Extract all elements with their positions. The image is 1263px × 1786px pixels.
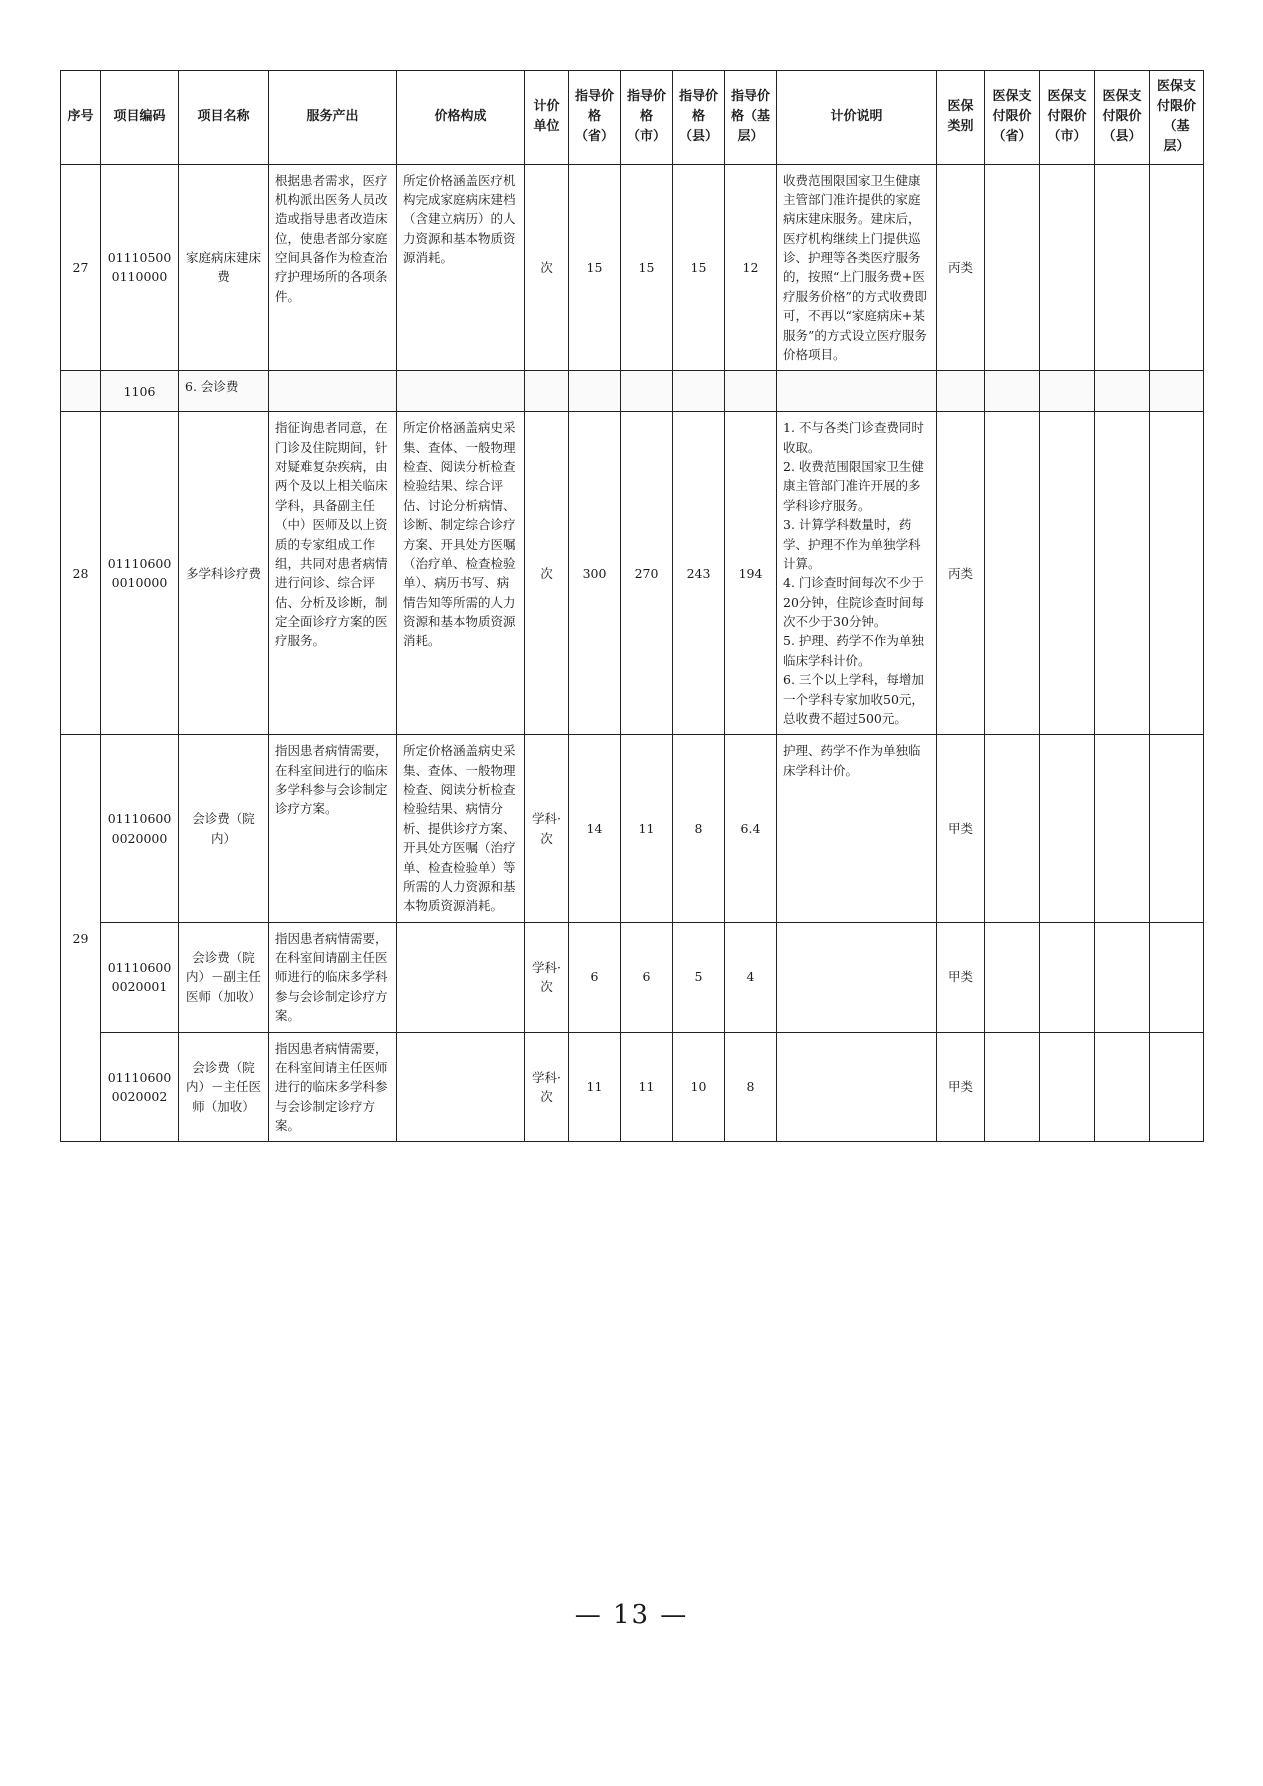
cell-code: 011106000020002 (101, 1032, 179, 1142)
cell-price-city: 270 (621, 412, 673, 735)
cell-name: 会诊费（院内）－副主任医师（加收） (179, 922, 269, 1032)
cell-limit-city (1040, 412, 1095, 735)
cell-composition (397, 1032, 525, 1142)
cell-output: 指因患者病情需要，在科室间请副主任医师进行的临床多学科参与会诊制定诊疗方案。 (269, 922, 397, 1032)
cell-composition (397, 371, 525, 412)
cell-unit: 学科·次 (525, 922, 569, 1032)
cell-limit-county (1095, 164, 1150, 371)
cell-limit-county (1095, 922, 1150, 1032)
cell-price-county: 15 (673, 164, 725, 371)
header-limit-province: 医保支付限价（省） (985, 71, 1040, 165)
cell-limit-basic (1150, 412, 1204, 735)
header-output: 服务产出 (269, 71, 397, 165)
cell-limit-county (1095, 735, 1150, 922)
cell-name: 多学科诊疗费 (179, 412, 269, 735)
cell-note: 1. 不与各类门诊查费同时收取。 2. 收费范围限国家卫生健康主管部门准许开展的多学科诊疗服务。 3. 计算学科数量时，药学、护理不作为单独学科计算。 4. 门诊查时间每次不少于20分钟，住院诊查时间每次不少于30分钟。 5. 护理、药学不作为单独临床学科计价。 6. 三个以上学科，每增加一个学科专家加收50元，总收费不超过500元。 (777, 412, 937, 735)
cell-insurance-class: 丙类 (937, 164, 985, 371)
cell-limit-basic (1150, 371, 1204, 412)
cell-seq: 29 (61, 735, 101, 1142)
cell-limit-city (1040, 1032, 1095, 1142)
header-code: 项目编码 (101, 71, 179, 165)
cell-composition: 所定价格涵盖病史采集、查体、一般物理检查、阅读分析检查检验结果、综合评估、讨论分析病情、诊断、制定综合诊疗方案、开具处方医嘱（治疗单、检查检验单）、病历书写、病情告知等所需的人力资源和基本物质资源消耗。 (397, 412, 525, 735)
cell-insurance-class: 丙类 (937, 412, 985, 735)
cell-name: 家庭病床建床费 (179, 164, 269, 371)
cell-price-county (673, 371, 725, 412)
category-name: 6. 会诊费 (179, 371, 269, 412)
cell-note (777, 922, 937, 1032)
cell-price-basic (725, 371, 777, 412)
category-row (61, 371, 1204, 412)
cell-price-basic: 12 (725, 164, 777, 371)
cell-limit-county (1095, 412, 1150, 735)
header-limit-basic: 医保支付限价（基层） (1150, 71, 1204, 165)
cell-insurance-class (937, 371, 985, 412)
cell-note (777, 1032, 937, 1142)
cell-price-county: 5 (673, 922, 725, 1032)
table-header-row (61, 71, 1204, 165)
cell-output: 指征询患者同意，在门诊及住院期间，针对疑难复杂疾病，由两个及以上相关临床学科，具备副主任（中）医师及以上资质的专家组成工作组，共同对患者病情进行问诊、综合评估、分析及诊断，制定全面诊疗方案的医疗服务。 (269, 412, 397, 735)
cell-insurance-class: 甲类 (937, 735, 985, 922)
cell-price-city (621, 371, 673, 412)
header-price-province: 指导价格（省） (569, 71, 621, 165)
cell-note: 护理、药学不作为单独临床学科计价。 (777, 735, 937, 922)
cell-price-province: 300 (569, 412, 621, 735)
header-price-county: 指导价格（县） (673, 71, 725, 165)
cell-limit-basic (1150, 922, 1204, 1032)
cell-limit-province (985, 412, 1040, 735)
cell-name: 会诊费（院内） (179, 735, 269, 922)
header-limit-city: 医保支付限价（市） (1040, 71, 1095, 165)
header-unit: 计价单位 (525, 71, 569, 165)
category-code: 1106 (101, 371, 179, 412)
cell-price-city: 15 (621, 164, 673, 371)
cell-limit-county (1095, 371, 1150, 412)
cell-insurance-class: 甲类 (937, 1032, 985, 1142)
cell-unit: 学科·次 (525, 1032, 569, 1142)
cell-limit-province (985, 1032, 1040, 1142)
header-note: 计价说明 (777, 71, 937, 165)
cell-seq (61, 371, 101, 412)
cell-price-city: 11 (621, 735, 673, 922)
cell-code: 011106000020001 (101, 922, 179, 1032)
cell-price-province (569, 371, 621, 412)
cell-limit-county (1095, 1032, 1150, 1142)
cell-composition: 所定价格涵盖医疗机构完成家庭病床建档（含建立病历）的人力资源和基本物质资源消耗。 (397, 164, 525, 371)
header-insurance-class: 医保类别 (937, 71, 985, 165)
header-price-basic: 指导价格（基层） (725, 71, 777, 165)
cell-output: 根据患者需求，医疗机构派出医务人员改造或指导患者改造床位，使患者部分家庭空间具备作为检查治疗护理场所的各项条件。 (269, 164, 397, 371)
cell-name: 会诊费（院内）－主任医师（加收） (179, 1032, 269, 1142)
cell-seq: 28 (61, 412, 101, 735)
cell-limit-province (985, 735, 1040, 922)
cell-insurance-class: 甲类 (937, 922, 985, 1032)
cell-composition: 所定价格涵盖病史采集、查体、一般物理检查、阅读分析检查检验结果、病情分析、提供诊疗方案、开具处方医嘱（治疗单、检查检验单）等所需的人力资源和基本物质资源消耗。 (397, 735, 525, 922)
cell-price-basic: 8 (725, 1032, 777, 1142)
cell-code: 011106000010000 (101, 412, 179, 735)
cell-limit-city (1040, 735, 1095, 922)
header-name: 项目名称 (179, 71, 269, 165)
cell-limit-city (1040, 164, 1095, 371)
cell-price-county: 8 (673, 735, 725, 922)
cell-price-basic: 194 (725, 412, 777, 735)
cell-limit-basic (1150, 735, 1204, 922)
page-number: — 13 — (574, 1600, 689, 1630)
cell-price-province: 11 (569, 1032, 621, 1142)
cell-price-province: 6 (569, 922, 621, 1032)
cell-note (777, 371, 937, 412)
cell-composition (397, 922, 525, 1032)
table-row (61, 164, 1204, 371)
cell-price-basic: 6.4 (725, 735, 777, 922)
table-row (61, 412, 1204, 735)
cell-price-basic: 4 (725, 922, 777, 1032)
header-price-city: 指导价格（市） (621, 71, 673, 165)
price-table (60, 70, 1204, 1142)
cell-limit-basic (1150, 164, 1204, 371)
table-row (61, 922, 1204, 1032)
header-composition: 价格构成 (397, 71, 525, 165)
cell-unit: 学科·次 (525, 735, 569, 922)
table-row (61, 1032, 1204, 1142)
cell-price-province: 14 (569, 735, 621, 922)
cell-unit (525, 371, 569, 412)
cell-limit-province (985, 371, 1040, 412)
cell-note: 收费范围限国家卫生健康主管部门准许提供的家庭病床建床服务。建床后，医疗机构继续上门提供巡诊、护理等各类医疗服务的，按照“上门服务费+医疗服务价格”的方式收费即可，不再以“家庭病床+某服务”的方式设立医疗服务价格项目。 (777, 164, 937, 371)
header-limit-county: 医保支付限价（县） (1095, 71, 1150, 165)
cell-limit-basic (1150, 1032, 1204, 1142)
cell-price-city: 11 (621, 1032, 673, 1142)
table-row (61, 735, 1204, 922)
cell-seq: 27 (61, 164, 101, 371)
cell-limit-city (1040, 922, 1095, 1032)
cell-price-county: 243 (673, 412, 725, 735)
cell-output (269, 371, 397, 412)
cell-unit: 次 (525, 412, 569, 735)
cell-price-county: 10 (673, 1032, 725, 1142)
cell-code: 011105000110000 (101, 164, 179, 371)
cell-limit-province (985, 922, 1040, 1032)
cell-price-city: 6 (621, 922, 673, 1032)
cell-limit-city (1040, 371, 1095, 412)
cell-unit: 次 (525, 164, 569, 371)
cell-price-province: 15 (569, 164, 621, 371)
cell-output: 指因患者病情需要，在科室间进行的临床多学科参与会诊制定诊疗方案。 (269, 735, 397, 922)
header-seq: 序号 (61, 71, 101, 165)
cell-code: 011106000020000 (101, 735, 179, 922)
cell-output: 指因患者病情需要，在科室间请主任医师进行的临床多学科参与会诊制定诊疗方案。 (269, 1032, 397, 1142)
cell-limit-province (985, 164, 1040, 371)
price-table-sheet (60, 70, 1203, 1550)
